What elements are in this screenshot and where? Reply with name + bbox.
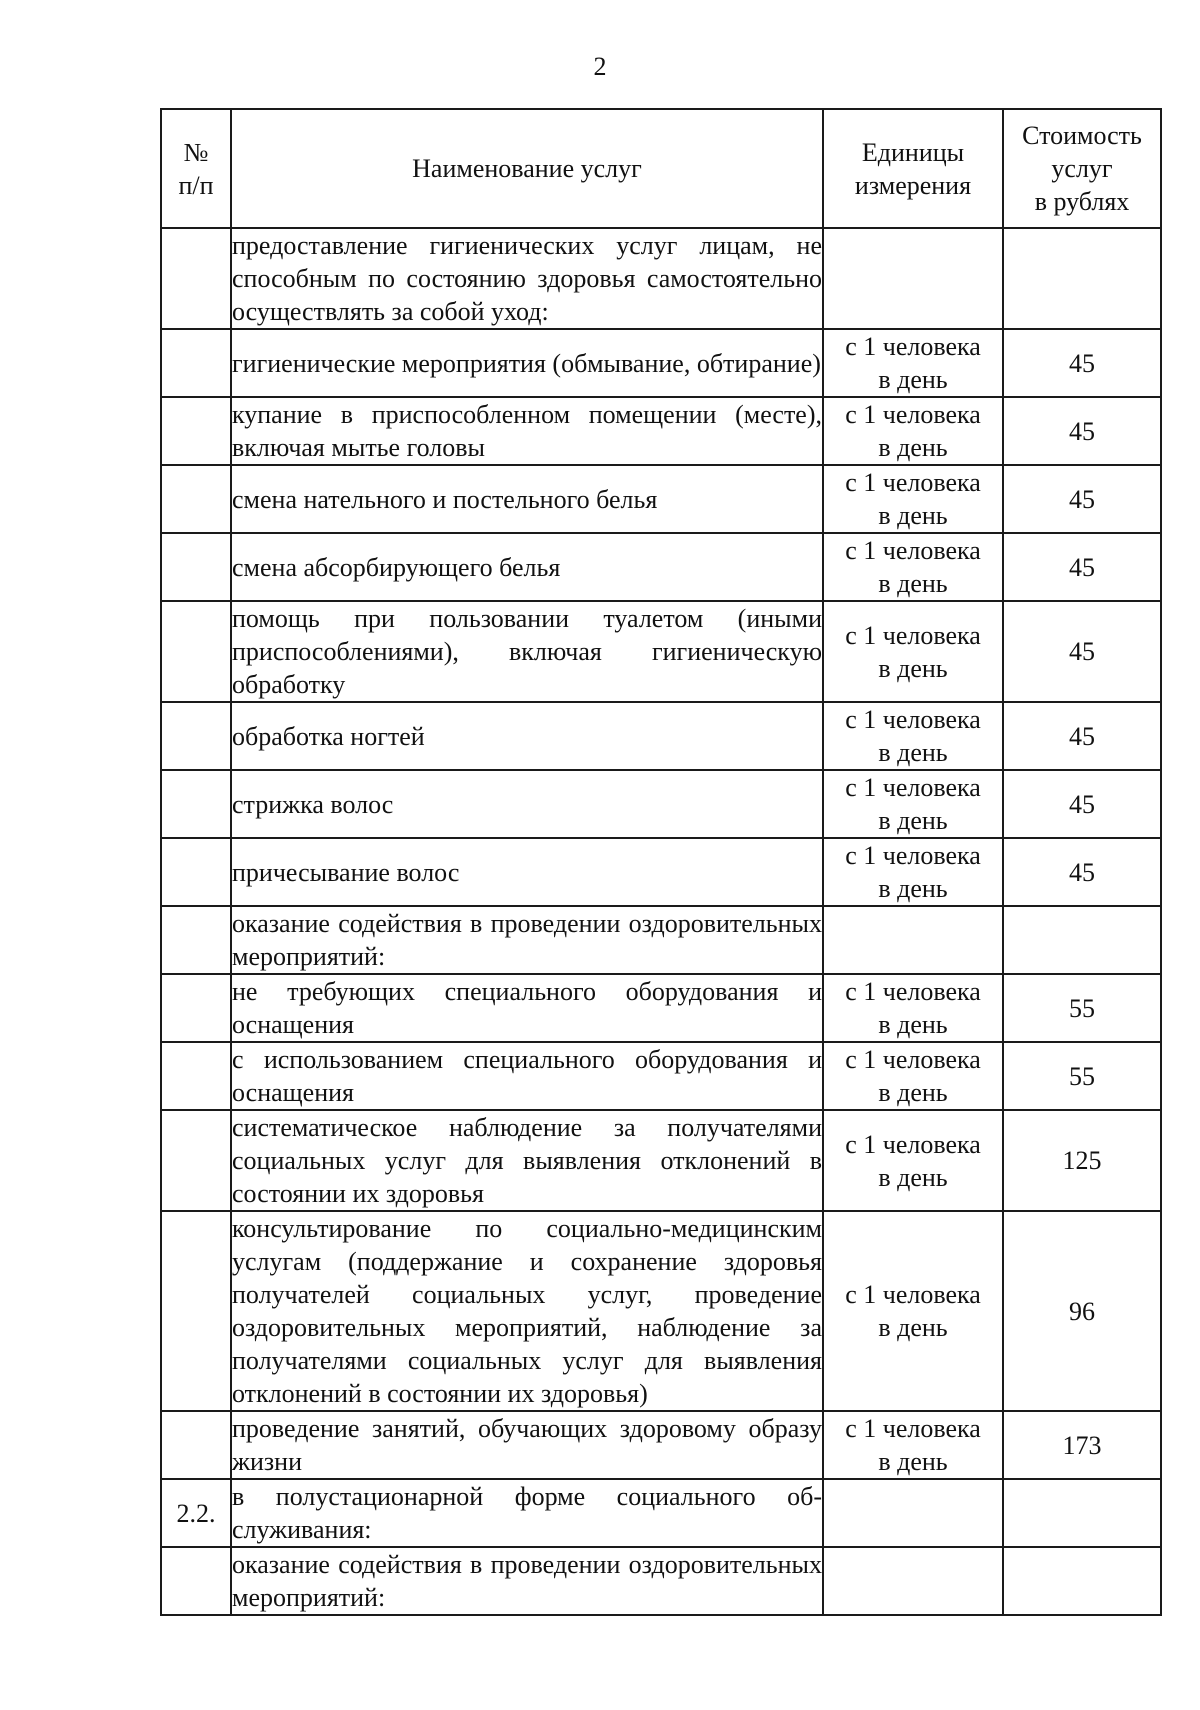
table-row: [161, 465, 1161, 533]
table-row: [161, 1211, 1161, 1411]
services-price-table: [160, 108, 1162, 1616]
unit-line: в день: [878, 806, 948, 835]
row-number-cell: [161, 1547, 231, 1615]
unit-line: с 1 человека: [845, 977, 981, 1006]
service-name-cell: обработка ногтей: [231, 702, 823, 770]
row-number-cell: [161, 601, 231, 702]
price-cell: 45: [1003, 770, 1161, 838]
unit-line: в день: [878, 738, 948, 767]
price-cell: 96: [1003, 1211, 1161, 1411]
service-name-cell: оказание содействия в проведении оздоровительных мероприятий:: [231, 906, 823, 974]
row-number-cell: [161, 228, 231, 329]
unit-cell: [823, 1110, 1003, 1211]
price-cell: 125: [1003, 1110, 1161, 1211]
unit-cell: [823, 228, 1003, 329]
unit-line: с 1 человека: [845, 468, 981, 497]
price-cell: 45: [1003, 533, 1161, 601]
row-number-cell: [161, 838, 231, 906]
unit-cell: [823, 1479, 1003, 1547]
unit-cell: [823, 906, 1003, 974]
unit-cell: [823, 1547, 1003, 1615]
table-row: [161, 974, 1161, 1042]
unit-cell: [823, 974, 1003, 1042]
service-name-cell: систематическое наблюдение за получателями социальных услуг для выявления отклонений в состоянии их здоровья: [231, 1110, 823, 1211]
row-number-cell: 2.2.: [161, 1479, 231, 1547]
price-cell: 45: [1003, 838, 1161, 906]
unit-line: с 1 человека: [845, 620, 981, 650]
row-number-cell: [161, 770, 231, 838]
unit-cell: [823, 702, 1003, 770]
unit-line: в день: [878, 1447, 948, 1476]
service-name-cell: в полустационарной форме социального обслуживания:: [231, 1479, 823, 1547]
unit-line: с 1 человека: [845, 536, 981, 565]
header-unit-line: Единицы: [861, 137, 965, 167]
price-cell: 45: [1003, 601, 1161, 702]
unit-cell: [823, 1211, 1003, 1411]
service-name-cell: смена абсорбирующего белья: [231, 533, 823, 601]
row-number-cell: [161, 533, 231, 601]
header-price-line: в рублях: [1034, 187, 1130, 216]
service-name-cell: оказание содействия в проведении оздоровительных мероприятий:: [231, 1547, 823, 1615]
price-cell: 45: [1003, 397, 1161, 465]
unit-line: с 1 человека: [845, 1414, 981, 1443]
unit-line: в день: [878, 1010, 948, 1039]
unit-line: с 1 человека: [845, 1129, 981, 1159]
price-cell: 173: [1003, 1411, 1161, 1479]
unit-line: с 1 человека: [845, 1045, 981, 1074]
unit-cell: [823, 1411, 1003, 1479]
table-row: [161, 1547, 1161, 1615]
row-number-cell: [161, 1042, 231, 1110]
row-number-cell: [161, 465, 231, 533]
price-cell: 45: [1003, 702, 1161, 770]
unit-line: с 1 человека: [845, 841, 981, 870]
table-row: [161, 906, 1161, 974]
service-name-cell: помощь при пользовании туалетом (иными приспособлениями), включая гигиеническую обработку: [231, 601, 823, 702]
table-row: [161, 1042, 1161, 1110]
table-row: [161, 329, 1161, 397]
unit-line: в день: [878, 1162, 948, 1192]
table-row: [161, 533, 1161, 601]
table-header-row: [161, 109, 1161, 228]
unit-cell: [823, 465, 1003, 533]
header-number: [161, 109, 231, 228]
page-number: 2: [593, 52, 607, 81]
price-cell: [1003, 1479, 1161, 1547]
unit-line: в день: [878, 1313, 948, 1342]
service-name-cell: консультирование по социально-медицинским услугам (поддержание и сохранение здоровья получателей социальных услуг, проведение оздоровительных мероприятий, наблюдение за получателями социальных услуг для выявления отклонений в состоянии их здоровья): [231, 1211, 823, 1411]
unit-cell: [823, 601, 1003, 702]
price-cell: [1003, 1547, 1161, 1615]
unit-line: в день: [878, 433, 948, 462]
unit-cell: [823, 838, 1003, 906]
unit-line: в день: [878, 874, 948, 903]
row-number-cell: [161, 397, 231, 465]
row-number-cell: [161, 906, 231, 974]
header-unit-line: измерения: [854, 170, 972, 200]
price-cell: 55: [1003, 1042, 1161, 1110]
table-row: [161, 702, 1161, 770]
row-number-cell: [161, 974, 231, 1042]
price-cell: 45: [1003, 465, 1161, 533]
table-row: [161, 1411, 1161, 1479]
service-name-cell: предоставление гигиенических услуг лицам, не способным по состоянию здоровья самостоятельно осуществлять за собой уход:: [231, 228, 823, 329]
header-price-line: услуг: [1051, 154, 1113, 183]
table-row: [161, 1110, 1161, 1211]
header-number-line: №: [183, 137, 209, 167]
row-number-cell: [161, 1211, 231, 1411]
row-number-cell: [161, 329, 231, 397]
row-number-cell: [161, 1110, 231, 1211]
header-name: Наименование услуг: [231, 109, 823, 228]
table-row: [161, 1479, 1161, 1547]
unit-line: с 1 человека: [845, 400, 981, 429]
unit-line: в день: [878, 1078, 948, 1107]
table-row: [161, 601, 1161, 702]
service-name-cell: стрижка волос: [231, 770, 823, 838]
header-price: [1003, 109, 1161, 228]
unit-cell: [823, 533, 1003, 601]
service-name-cell: гигиенические мероприятия (обмывание, обтирание): [231, 329, 823, 397]
price-cell: 55: [1003, 974, 1161, 1042]
table-row: [161, 397, 1161, 465]
header-unit: [823, 109, 1003, 228]
row-number-cell: [161, 702, 231, 770]
price-cell: [1003, 228, 1161, 329]
service-name-cell: причесывание волос: [231, 838, 823, 906]
service-name-cell: с использованием специального оборудования и оснащения: [231, 1042, 823, 1110]
unit-cell: [823, 1042, 1003, 1110]
service-name-cell: смена нательного и постельного белья: [231, 465, 823, 533]
table-row: [161, 228, 1161, 329]
unit-line: с 1 человека: [845, 705, 981, 734]
unit-line: с 1 человека: [845, 773, 981, 802]
service-name-cell: купание в приспособленном помещении (месте), включая мытье головы: [231, 397, 823, 465]
row-number-cell: [161, 1411, 231, 1479]
table-row: [161, 838, 1161, 906]
unit-line: в день: [878, 501, 948, 530]
unit-cell: [823, 770, 1003, 838]
service-name-cell: проведение занятий, обучающих здоровому образу жизни: [231, 1411, 823, 1479]
unit-line: с 1 человека: [845, 1280, 981, 1309]
unit-cell: [823, 329, 1003, 397]
unit-line: в день: [878, 569, 948, 598]
unit-line: в день: [878, 653, 948, 683]
unit-cell: [823, 397, 1003, 465]
price-cell: [1003, 906, 1161, 974]
table-row: [161, 770, 1161, 838]
service-name-cell: не требующих специального оборудования и оснащения: [231, 974, 823, 1042]
header-price-line: Стоимость: [1022, 121, 1142, 150]
unit-line: в день: [878, 365, 948, 394]
unit-line: с 1 человека: [845, 332, 981, 361]
header-number-line: п/п: [178, 170, 214, 200]
price-cell: 45: [1003, 329, 1161, 397]
